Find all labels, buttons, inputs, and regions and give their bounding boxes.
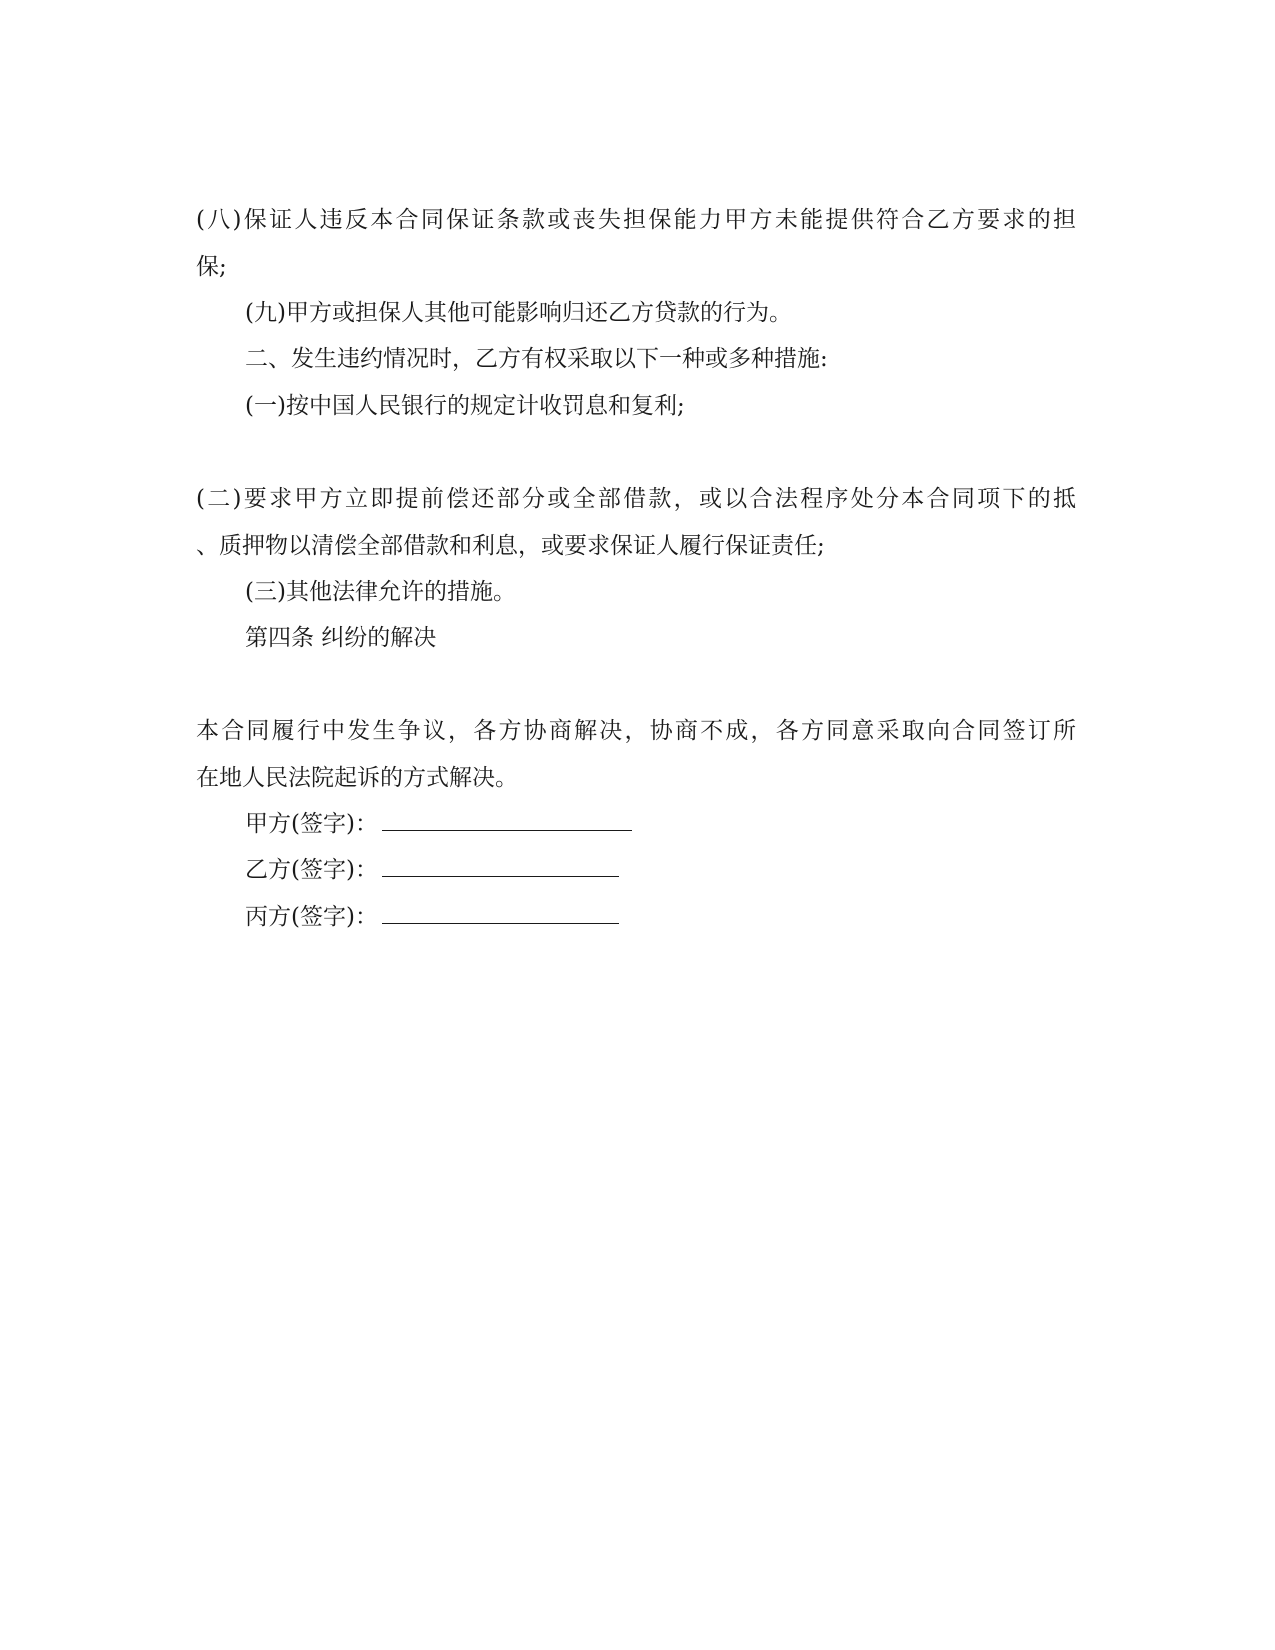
measure-2-line-2: 、质押物以清偿全部借款和利息，或要求保证人履行保证责任; bbox=[196, 533, 825, 559]
signature-blank bbox=[382, 903, 619, 924]
signature-party-a bbox=[245, 809, 632, 839]
signature-label: 丙方(签字)： bbox=[245, 904, 378, 930]
article-4-heading: 第四条 纠纷的解决 bbox=[245, 625, 437, 651]
measure-3: (三)其他法律允许的措施。 bbox=[245, 579, 516, 605]
clause-8-line-2: 保; bbox=[196, 254, 227, 280]
signature-label: 乙方(签字)： bbox=[245, 857, 378, 883]
measure-1: (一)按中国人民银行的规定计收罚息和复利; bbox=[245, 393, 685, 419]
dispute-line-1: 本合同履行中发生争议，各方协商解决，协商不成，各方同意采取向合同签订所 bbox=[196, 718, 1076, 744]
signature-blank bbox=[382, 810, 632, 831]
signature-label: 甲方(签字)： bbox=[245, 811, 378, 837]
section-2-heading: 二、发生违约情况时，乙方有权采取以下一种或多种措施: bbox=[245, 346, 828, 372]
signature-blank bbox=[382, 856, 619, 877]
signature-party-c bbox=[245, 902, 619, 932]
clause-9: (九)甲方或担保人其他可能影响归还乙方贷款的行为。 bbox=[245, 300, 792, 326]
dispute-line-2: 在地人民法院起诉的方式解决。 bbox=[196, 765, 518, 791]
signature-party-b bbox=[245, 855, 619, 885]
measure-2-line-1: (二)要求甲方立即提前偿还部分或全部借款，或以合法程序处分本合同项下的抵 bbox=[196, 486, 1076, 512]
clause-8-line-1: (八)保证人违反本合同保证条款或丧失担保能力甲方未能提供符合乙方要求的担 bbox=[196, 207, 1076, 233]
